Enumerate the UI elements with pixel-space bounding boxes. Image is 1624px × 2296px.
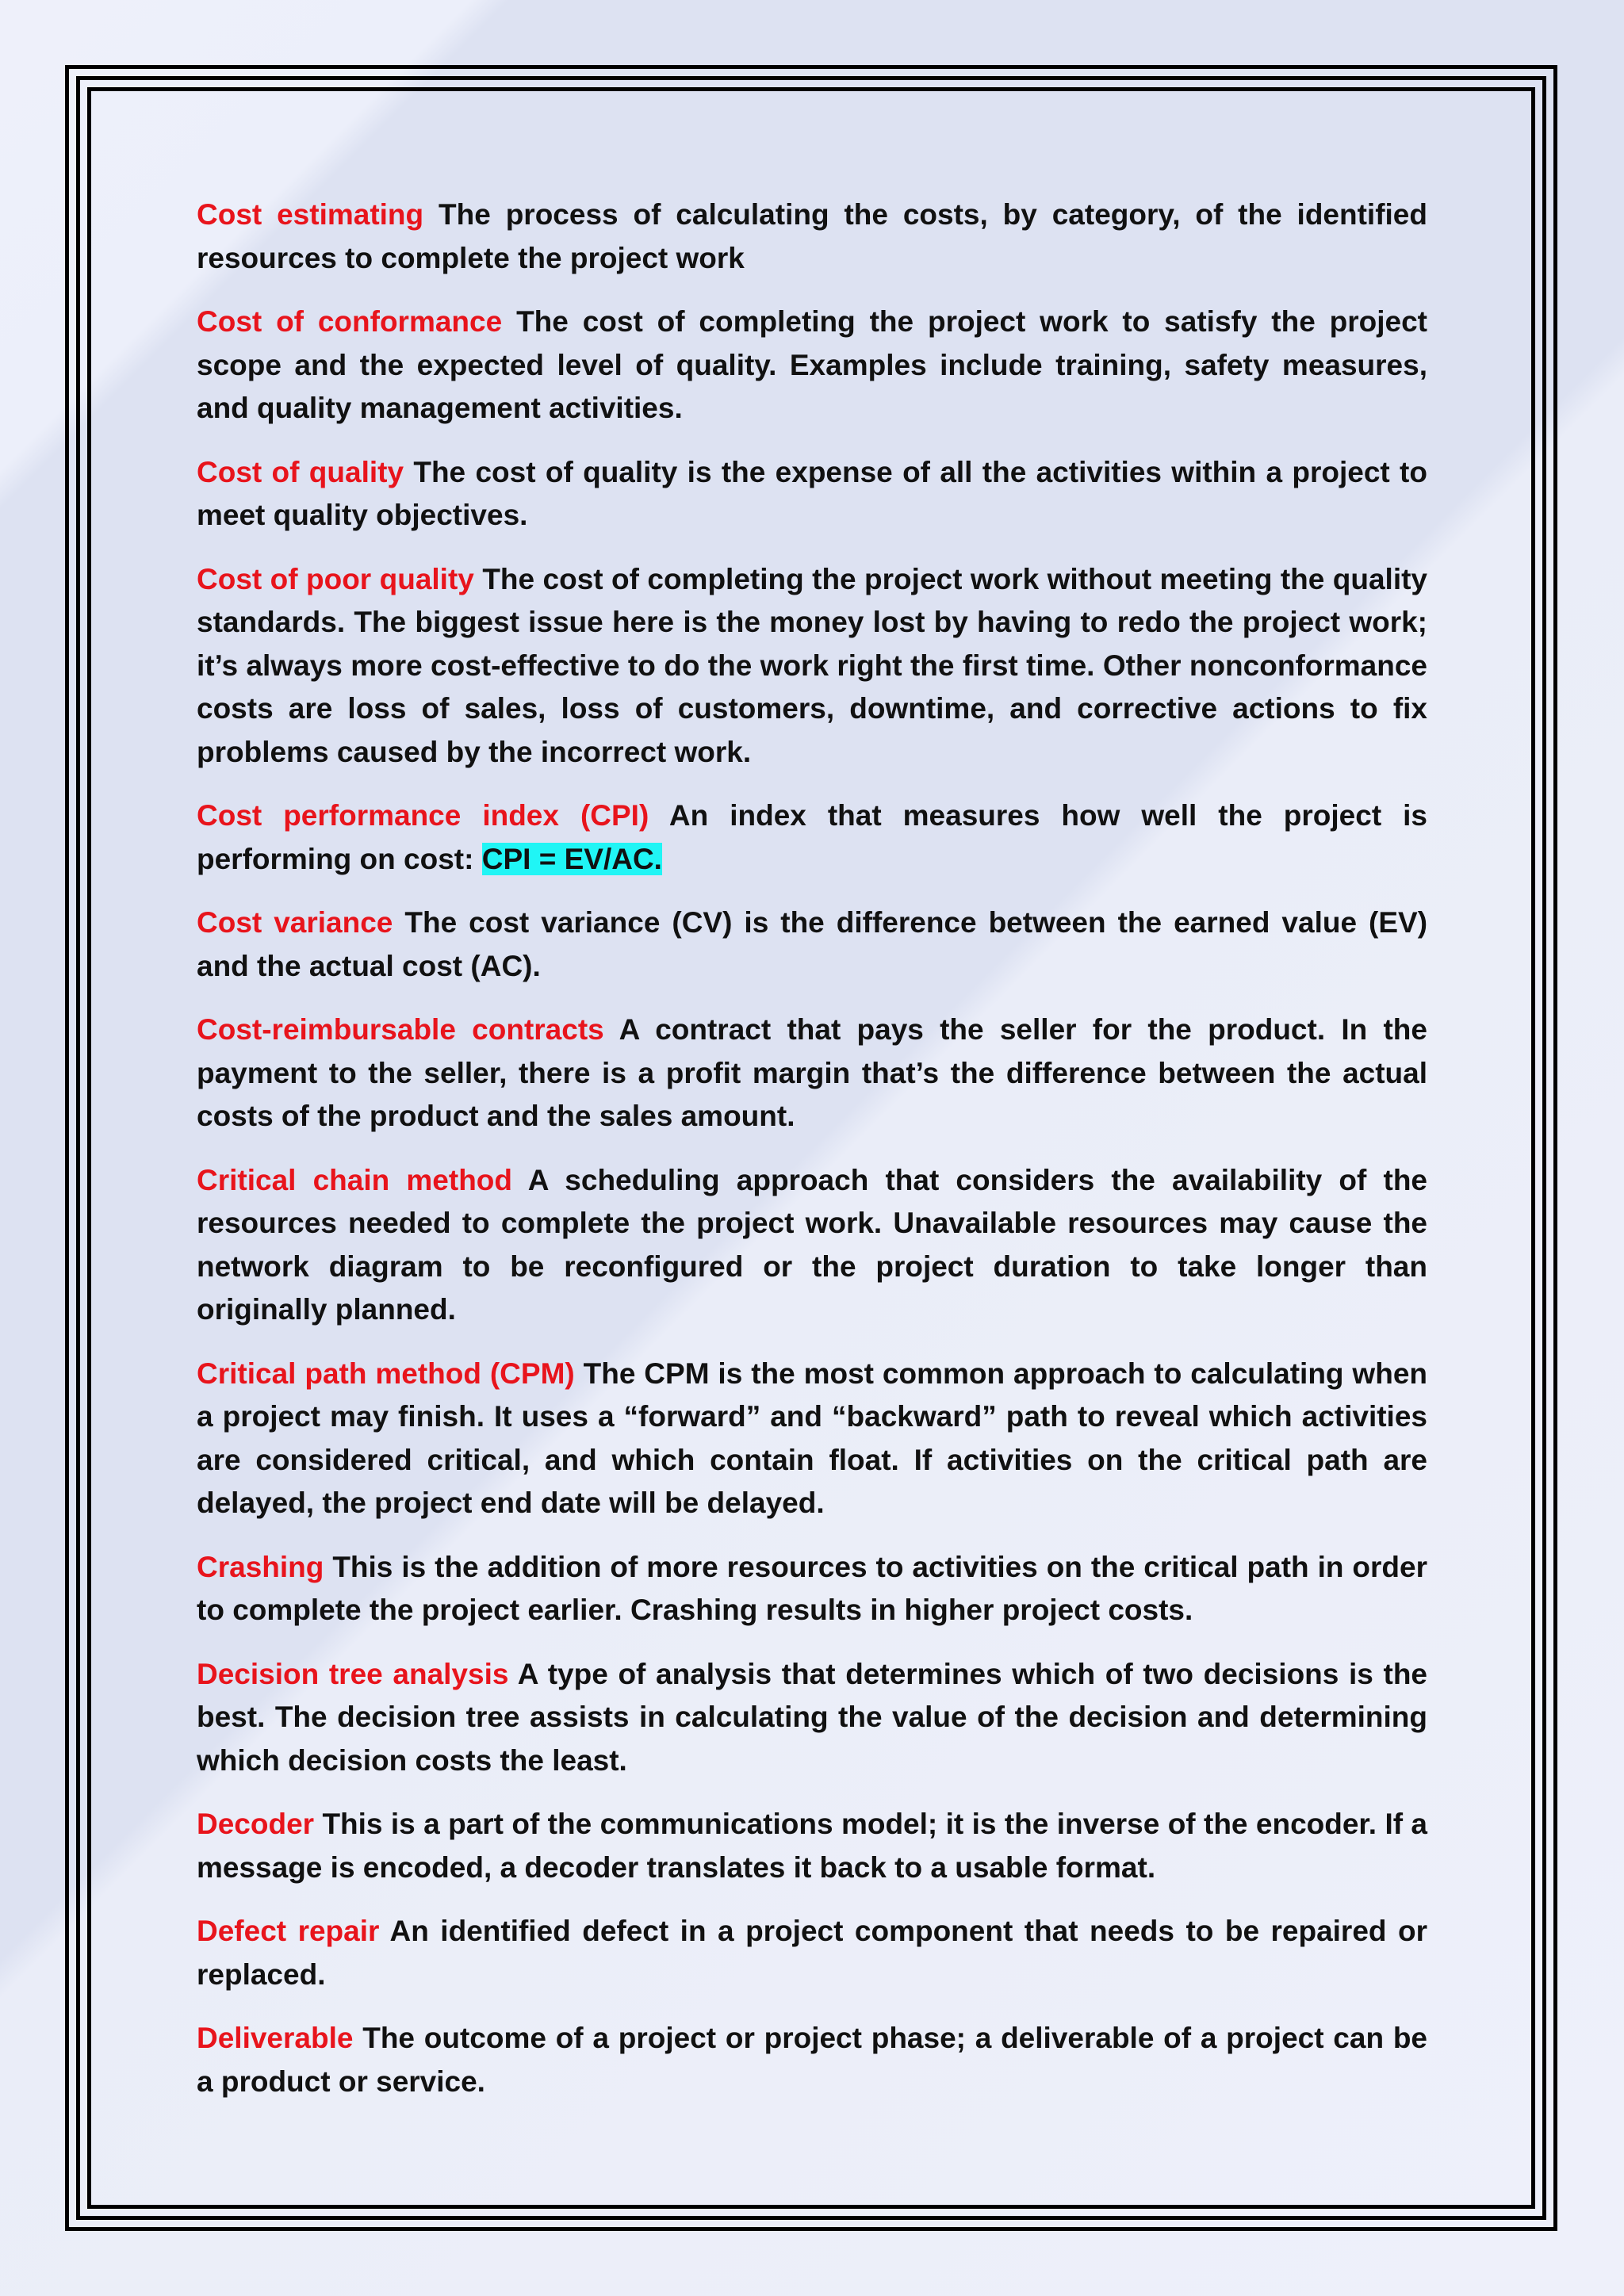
glossary-term: Crashing (197, 1550, 324, 1583)
glossary-definition: An index that measures how well the project is performing on cost: (197, 799, 1427, 875)
glossary-entry (197, 451, 1427, 538)
glossary-content (197, 193, 1427, 2124)
glossary-definition: A type of analysis that determines which of two decisions is the best. The decision tree assists in calculating the value of the decision and determining which decision costs the least. (197, 1657, 1427, 1777)
glossary-term: Cost of poor quality (197, 562, 474, 595)
glossary-term: Cost variance (197, 906, 393, 939)
glossary-entry (197, 2017, 1427, 2103)
glossary-term: Critical chain method (197, 1163, 512, 1196)
glossary-entry (197, 558, 1427, 775)
glossary-term: Cost performance index (CPI) (197, 799, 649, 832)
glossary-definition: This is a part of the communications model; it is the inverse of the encoder. If a message is encoded, a decoder translates it back to a usable format. (197, 1808, 1428, 1884)
glossary-definition: The cost of completing the project work to satisfy the project scope and the expected level of quality. Examples include training, safety measures, and quality management activities. (197, 305, 1427, 424)
glossary-entry (197, 193, 1427, 280)
glossary-definition: The CPM is the most common approach to calculating when a project may finish. It uses a “forward” and “backward” path to reveal which activities are considered critical, and which contain float. If activities on the critical path are delayed, the project end date will be delayed. (197, 1357, 1427, 1519)
glossary-term: Decision tree analysis (197, 1657, 509, 1690)
glossary-definition: An identified defect in a project component that needs to be repaired or replaced. (197, 1915, 1427, 1991)
glossary-definition: The outcome of a project or project phase; a deliverable of a project can be a product or service. (197, 2022, 1428, 2098)
glossary-entry (197, 1353, 1427, 1525)
glossary-entry (197, 1159, 1427, 1332)
glossary-entry (197, 901, 1427, 988)
glossary-entry (197, 1653, 1427, 1783)
glossary-definition: A scheduling approach that considers the availability of the resources needed to complete the project work. Unavailable resources may cause the network diagram to be reconfigured or the project duration to take longer than originally planned. (197, 1163, 1427, 1326)
glossary-term: Cost of quality (197, 455, 404, 488)
glossary-entry (197, 1910, 1427, 1996)
glossary-term: Critical path method (CPM) (197, 1357, 575, 1390)
glossary-term: Cost of conformance (197, 305, 503, 338)
glossary-definition: The cost of quality is the expense of all the activities within a project to meet quality objectives. (197, 455, 1427, 531)
glossary-definition: The cost variance (CV) is the difference between the earned value (EV) and the actual cost (AC). (197, 906, 1428, 982)
glossary-term: Cost-reimbursable contracts (197, 1013, 604, 1046)
glossary-definition: The cost of completing the project work without meeting the quality standards. The biggest issue here is the money lost by having to redo the project work; it’s always more cost-effective to do the work right the first time. Other nonconformance costs are loss of sales, loss of customers, downtime, and corrective actions to fix problems caused by the incorrect work. (197, 562, 1428, 768)
glossary-entry (197, 1546, 1427, 1632)
glossary-term: Deliverable (197, 2022, 354, 2054)
glossary-entry (197, 794, 1427, 881)
glossary-definition: The process of calculating the costs, by category, of the identified resources to complete the project work (197, 198, 1427, 274)
formula-highlight: CPI = EV/AC. (481, 842, 662, 875)
glossary-entry (197, 300, 1427, 430)
glossary-definition: This is the addition of more resources to activities on the critical path in order to complete the project earlier. Crashing results in higher project costs. (197, 1550, 1427, 1626)
glossary-term: Decoder (197, 1808, 315, 1840)
glossary-entry (197, 1008, 1427, 1138)
glossary-term: Cost estimating (197, 198, 424, 231)
glossary-term: Defect repair (197, 1915, 380, 1947)
glossary-definition: A contract that pays the seller for the product. In the payment to the seller, there is a profit margin that’s the difference between the actual costs of the product and the sales amount. (197, 1013, 1427, 1132)
glossary-entry (197, 1803, 1427, 1889)
